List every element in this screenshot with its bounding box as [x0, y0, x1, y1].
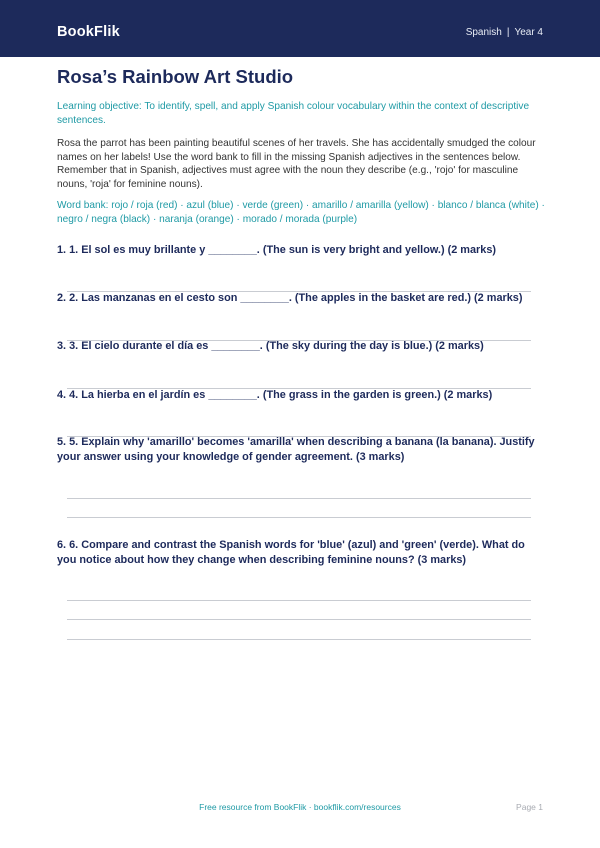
question-1: 1. 1. El sol es muy brillante y ________. (The sun is very bright and yellow.) (2 marks)	[57, 244, 497, 256]
answer-line[interactable]	[67, 517, 531, 518]
learning-objective: Learning objective: To identify, spell, and apply Spanish colour vocabulary within the context of descriptive sentences.	[57, 101, 530, 126]
footer-text: Free resource from BookFlik · bookflik.com/resources	[199, 802, 401, 812]
page-title: Rosa’s Rainbow Art Studio	[57, 66, 294, 87]
question-6: 6. 6. Compare and contrast the Spanish words for 'blue' (azul) and 'green' (verde). What do you notice about how they change when describing feminine nouns? (3 marks)	[57, 539, 525, 566]
brand-logo: BookFlik	[57, 24, 120, 40]
instructions: Rosa the parrot has been painting beautiful scenes of her travels. She has accidentally smudged the colour names on her labels! Use the word bank to fill in the missing Spanish adjectives in the sentences below. Remember that in Spanish, adjectives must agree with the noun they describe (e.g., 'rojo' for masculine nouns, 'roja' for feminine nouns).	[57, 138, 536, 190]
question-2: 2. 2. Las manzanas en el cesto son ________. (The apples in the basket are red.) (2 marks)	[57, 292, 523, 304]
answer-line[interactable]	[67, 619, 531, 620]
question-4: 4. 4. La hierba en el jardín es ________. (The grass in the garden is green.) (2 marks)	[57, 389, 493, 401]
separator: |	[506, 27, 510, 38]
subject-year-label	[466, 27, 543, 38]
question-3: 3. 3. El cielo durante el día es ________. (The sky during the day is blue.) (2 marks)	[57, 340, 484, 352]
header-bar	[0, 0, 600, 57]
answer-line[interactable]	[67, 600, 531, 601]
word-bank: Word bank: rojo / roja (red) · azul (blue) · verde (green) · amarillo / amarilla (yellow) · blanco / blanca (white) · negro / negra (black) · naranja (orange) · morado / morada (purple)	[57, 200, 545, 225]
answer-line[interactable]	[67, 498, 531, 499]
answer-line[interactable]	[67, 639, 531, 640]
page-number: Page 1	[516, 802, 543, 812]
year-label: Year 4	[514, 27, 543, 38]
subject-label: Spanish	[465, 27, 502, 38]
question-5: 5. 5. Explain why 'amarillo' becomes 'amarilla' when describing a banana (la banana). Justify your answer using your knowledge of gender agreement. (3 marks)	[57, 436, 535, 463]
